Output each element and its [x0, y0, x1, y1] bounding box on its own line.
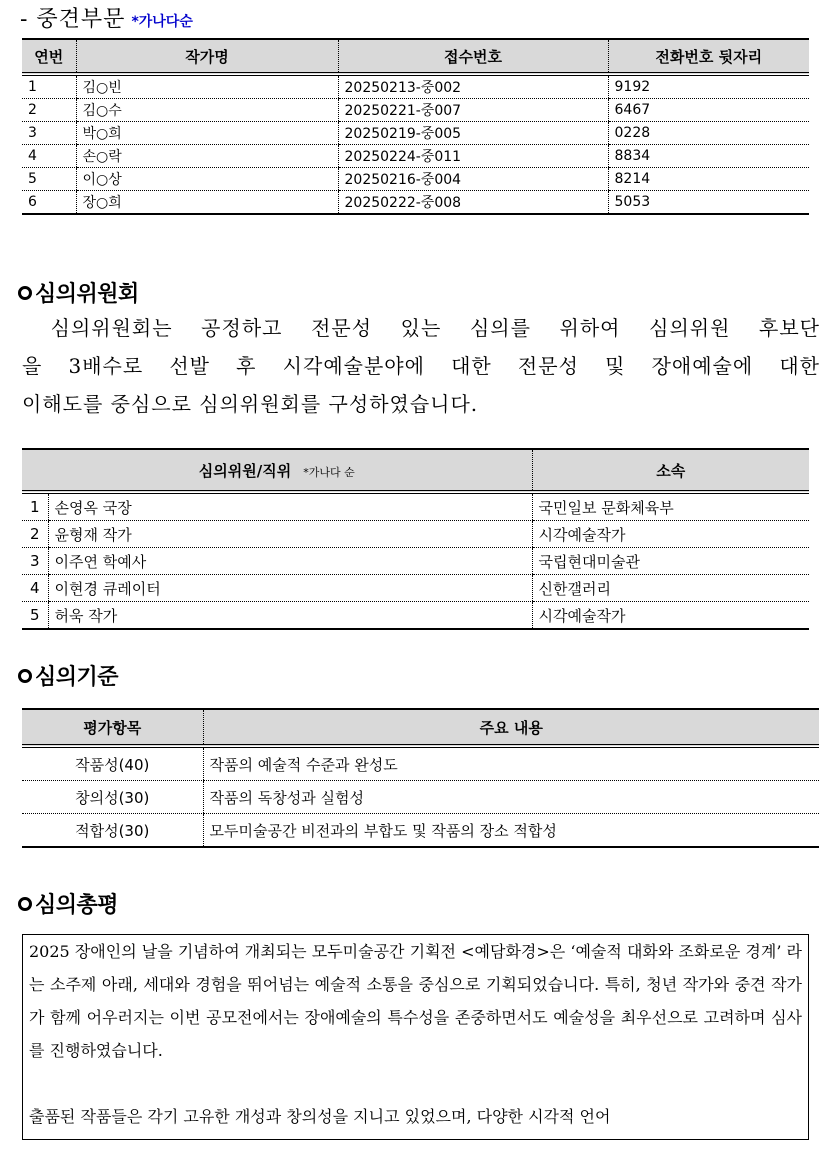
cell-no: 3: [22, 548, 48, 575]
cell-criteria-item: 작품성(40): [22, 746, 203, 781]
cell-affiliation: 시각예술작가: [532, 602, 809, 630]
col-header-content: 주요 내용: [203, 709, 819, 746]
table-row: [22, 548, 809, 575]
table-row: [22, 168, 809, 191]
table-row: [22, 814, 819, 848]
circle-bullet-icon: [18, 286, 32, 300]
cell-no: 2: [22, 99, 76, 122]
table-row: [22, 122, 809, 145]
cell-phone-suffix: 5053: [608, 191, 809, 215]
review-heading: [18, 888, 118, 919]
cell-artist-name: 김○빈: [76, 74, 338, 99]
cell-reg-number: 20250222-중008: [338, 191, 608, 215]
cell-criteria-item: 적합성(30): [75, 821, 150, 840]
committee-paragraph: [22, 309, 820, 423]
review-paragraph-2: 출품된 작품들은 각기 고유한 개성과 창의성을 지니고 있었으며, 다양한 시각적 언어: [29, 1107, 611, 1126]
cell-artist-name: 이○상: [76, 168, 338, 191]
review-paragraph-1: 2025 장애인의 날을 기념하여 개최되는 모두미술공간 기획전 <예담화경>은 ‘예술적 대화와 조화로운 경계’ 라는 소주제 아래, 세대와 경험을 뛰어넘는 예술적 소통을 중심으로 기획되었습니다. 특히, 청년 작가와 중견 작가가 함께 어우러지는 이번 공모전에서는 장애예술의 특수성을 존중하면서도 예술성을 최우선으로 고려하며 심사를 진행하였습니다.: [29, 942, 802, 1060]
table-row: [22, 492, 809, 521]
cell-affiliation: 국민일보 문화체육부: [532, 492, 809, 521]
table-row: [22, 602, 809, 630]
cell-phone-suffix: 6467: [608, 99, 809, 122]
review-box: [22, 934, 809, 1140]
cell-no: 4: [22, 145, 76, 168]
col-header-item: 평가항목: [22, 709, 203, 746]
cell-artist-name: 김○수: [76, 99, 338, 122]
cell-member: 이주연 학예사: [48, 548, 532, 575]
cell-affiliation: 시각예술작가: [532, 521, 809, 548]
cell-member: 손영옥 국장: [48, 492, 532, 521]
col-header-name: 작가명: [76, 39, 338, 74]
paragraph-line: 심의위원회는 공정하고 전문성 있는 심의를 위하여 심의위원 후보단: [22, 316, 820, 340]
sort-note: *가나다순: [131, 14, 193, 30]
cell-phone-suffix: 8214: [608, 168, 809, 191]
table-row: [22, 145, 809, 168]
cell-criteria-content: 작품의 독창성과 실험성: [203, 781, 819, 814]
table-row: [22, 74, 809, 99]
cell-reg-number: 20250221-중007: [338, 99, 608, 122]
table-header-row: [22, 449, 809, 492]
cell-affiliation: 신한갤러리: [532, 575, 809, 602]
heading-text: 심의위원회: [35, 282, 139, 307]
cell-artist-name: 장○희: [76, 191, 338, 215]
cell-reg-number: 20250216-중004: [338, 168, 608, 191]
paragraph-spacer: [29, 1067, 802, 1100]
paragraph-line: 이해도를 중심으로 심의위원회를 구성하였습니다.: [22, 392, 479, 416]
cell-member: 허욱 작가: [48, 602, 532, 630]
cell-reg-number: 20250219-중005: [338, 122, 608, 145]
committee-heading: [18, 277, 139, 308]
cell-artist-name: 박○희: [76, 122, 338, 145]
col-header-phone: 전화번호 뒷자리: [608, 39, 809, 74]
cell-criteria-content: 작품의 예술적 수준과 완성도: [203, 746, 819, 781]
circle-bullet-icon: [18, 897, 32, 911]
col-header-no: 연번: [22, 39, 76, 74]
section-title-text: - 중견부문: [20, 7, 126, 32]
table-header-row: [22, 39, 809, 74]
cell-reg-number: 20250213-중002: [338, 74, 608, 99]
mid-career-table: [22, 38, 809, 215]
cell-no: 5: [22, 168, 76, 191]
table-row: [22, 746, 819, 781]
paragraph-line: 을 3배수로 선발 후 시각예술분야에 대한 전문성 및 장애예술에 대한: [22, 354, 820, 378]
cell-no: 4: [22, 575, 48, 602]
col-header-member: [22, 449, 532, 492]
criteria-heading: [18, 660, 118, 691]
mid-career-section-title: [20, 2, 193, 33]
committee-table: [22, 448, 809, 630]
table-row: [22, 575, 809, 602]
header-text: 심의위원/직위: [198, 461, 292, 480]
cell-no: 3: [22, 122, 76, 145]
table-row: [22, 521, 809, 548]
cell-no: 1: [22, 492, 48, 521]
cell-artist-name: 손○락: [76, 145, 338, 168]
cell-member: 이현경 큐레이터: [48, 575, 532, 602]
cell-criteria-item: 창의성(30): [22, 781, 203, 814]
table-row: [22, 781, 819, 814]
cell-member: 윤형재 작가: [48, 521, 532, 548]
table-row: [22, 99, 809, 122]
circle-bullet-icon: [18, 669, 32, 683]
col-header-affiliation: 소속: [532, 449, 809, 492]
cell-no: 1: [22, 74, 76, 99]
cell-no: 5: [29, 606, 40, 624]
cell-affiliation: 국립현대미술관: [532, 548, 809, 575]
sort-note: *가나다 순: [303, 465, 355, 479]
cell-no: 2: [22, 521, 48, 548]
cell-phone-suffix: 9192: [608, 74, 809, 99]
table-header-row: [22, 709, 819, 746]
cell-no: 6: [28, 194, 37, 210]
cell-phone-suffix: 8834: [608, 145, 809, 168]
heading-text: 심의기준: [35, 665, 119, 690]
col-header-reg: 접수번호: [338, 39, 608, 74]
table-row: [22, 191, 809, 215]
cell-phone-suffix: 0228: [608, 122, 809, 145]
heading-text: 심의총평: [35, 893, 119, 918]
cell-reg-number: 20250224-중011: [338, 145, 608, 168]
cell-criteria-content: 모두미술공간 비전과의 부합도 및 작품의 장소 적합성: [203, 814, 819, 848]
criteria-table: [22, 708, 819, 848]
